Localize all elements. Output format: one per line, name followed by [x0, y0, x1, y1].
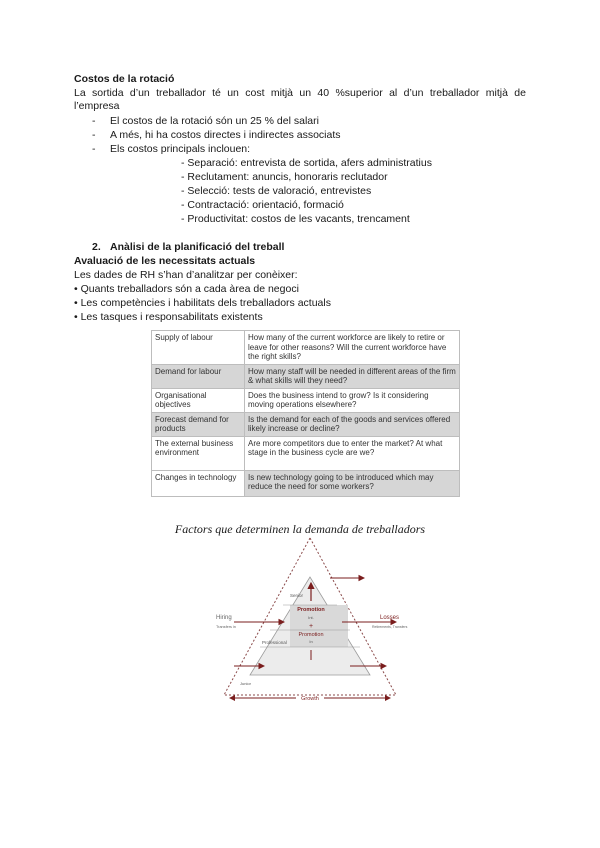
table-cell-factor: Supply of labour	[152, 331, 245, 365]
bullet-item: • Quants treballadors són a cada àrea de negoci	[74, 283, 299, 295]
bullet-item: • Les tasques i responsabilitats existents	[74, 311, 263, 323]
list-item: - Productivitat: costos de les vacants, trencament	[181, 213, 410, 225]
table-cell-desc: How many staff will be needed in different areas of the firm & what skills will they need?	[245, 364, 460, 388]
label-losses-sub: Retirements, Transfers	[372, 625, 408, 629]
label-promotion-top: Promotion	[297, 607, 325, 613]
dash-marker: -	[92, 115, 96, 127]
list-item: Els costos principals inclouen:	[110, 143, 251, 155]
workforce-pyramid-diagram	[200, 535, 420, 710]
table-cell-desc: Is new technology going to be introduced which may reduce the need for some workers?	[245, 470, 460, 496]
label-senior: Senior	[290, 593, 304, 598]
labour-factors-table	[151, 330, 460, 497]
list-item: - Contractació: orientació, formació	[181, 199, 344, 211]
list-item: - Separació: entrevista de sortida, afers administratius	[181, 157, 432, 169]
table-cell-desc: Does the business intend to grow? Is it considering moving operations elsewhere?	[245, 388, 460, 412]
list-item: El costos de la rotació són un 25 % del salari	[110, 115, 319, 127]
label-hiring-sub: Transfers in	[216, 625, 236, 629]
table-row	[152, 470, 460, 496]
table-cell-factor: Demand for labour	[152, 364, 245, 388]
dash-marker: -	[92, 143, 96, 155]
label-junior: Junior	[240, 681, 251, 686]
table-cell-factor: The external business environment	[152, 436, 245, 470]
list-item: A més, hi ha costos directes i indirectes associats	[110, 129, 341, 141]
table-row	[152, 412, 460, 436]
list-item: - Reclutament: anuncis, honoraris reclutador	[181, 171, 388, 183]
section-heading-turnover-costs: Costos de la rotació	[74, 73, 175, 85]
paragraph-line: La sortida d’un treballador té un cost mitjà un 40 %superior al d’un treballador mitjà de	[74, 87, 526, 99]
label-losses: Losses	[380, 615, 400, 621]
table-row	[152, 331, 460, 365]
figure-caption: Factors que determinen la demanda de treballadors	[174, 522, 426, 536]
table-cell-desc: How many of the current workforce are likely to retire or leave for other reasons? Will the current workforce have the right skills?	[245, 331, 460, 365]
label-promotion-bottom-sub: In	[309, 639, 313, 644]
table-row	[152, 388, 460, 412]
table-cell-desc: Is the demand for each of the goods and services offered likely increase or decline?	[245, 412, 460, 436]
label-promotion-top-sub: Int.	[308, 615, 314, 620]
label-professional: Professional	[262, 640, 287, 645]
list-item: - Selecció: tests de valoració, entrevistes	[181, 185, 372, 197]
table-cell-factor: Forecast demand for products	[152, 412, 245, 436]
table-cell-factor: Changes in technology	[152, 470, 245, 496]
intro-text: Les dades de RH s’han d’analitzar per conèixer:	[74, 269, 298, 281]
label-growth: Growth	[301, 696, 319, 702]
table-row	[152, 364, 460, 388]
table-row	[152, 436, 460, 470]
bullet-item: • Les competències i habilitats dels treballadors actuals	[74, 297, 331, 309]
section-heading-planning: Anàlisi de la planificació del treball	[110, 241, 285, 253]
table-cell-factor: Organisational objectives	[152, 388, 245, 412]
paragraph-line: l’empresa	[74, 100, 120, 112]
dash-marker: -	[92, 129, 96, 141]
label-promotion-bottom: Promotion	[298, 632, 324, 638]
subheading-current-needs: Avaluació de les necessitats actuals	[74, 255, 256, 267]
label-hiring: Hiring	[216, 615, 232, 621]
table-cell-desc: Are more competitors due to enter the market? At what stage in the business cycle are we?	[245, 436, 460, 470]
plus-sign: +	[308, 623, 314, 630]
section-number: 2.	[92, 241, 101, 253]
